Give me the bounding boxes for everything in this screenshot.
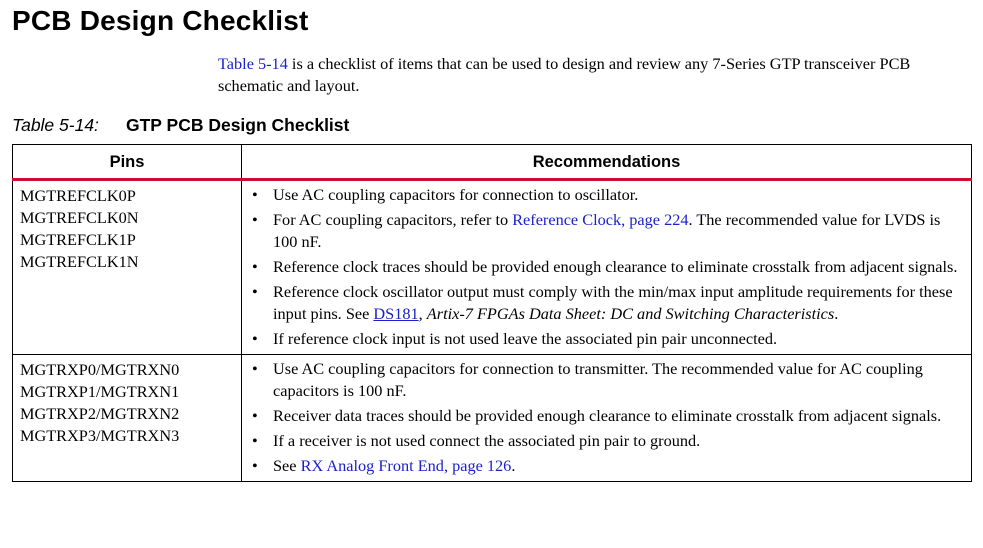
recommendation-text: . bbox=[511, 456, 516, 475]
recommendation-text: See bbox=[273, 456, 301, 475]
recommendation-item bbox=[252, 281, 965, 325]
recommendation-text: . The recommended value for LVDS is 100 nF. bbox=[273, 210, 941, 251]
recommendation-list bbox=[252, 358, 965, 477]
recommendation-item bbox=[252, 328, 965, 350]
recommendation-text: . bbox=[834, 304, 839, 323]
table-caption-title: GTP PCB Design Checklist bbox=[126, 115, 350, 135]
recommendations-cell bbox=[242, 355, 972, 482]
recommendation-text: If reference clock input is not used leave the associated pin pair unconnected. bbox=[273, 329, 778, 348]
ds181-link[interactable]: DS181 bbox=[373, 304, 419, 323]
recommendation-text: Reference clock oscillator output must comply with the min/max input amplitude requirements for these input pins. See bbox=[273, 282, 953, 323]
section-title: PCB Design Checklist bbox=[12, 5, 309, 36]
recommendation-list bbox=[252, 184, 965, 350]
recommendation-text: , bbox=[418, 304, 427, 323]
pin-name: MGTRXP2/MGTRXN2 bbox=[20, 404, 180, 423]
recommendation-text: If a receiver is not used connect the associated pin pair to ground. bbox=[273, 431, 701, 450]
header-recommendations: Recommendations bbox=[242, 145, 972, 180]
pins-cell bbox=[13, 355, 242, 482]
recommendation-text: Receiver data traces should be provided enough clearance to eliminate crosstalk from adjacent signals. bbox=[273, 406, 942, 425]
recommendation-text: Use AC coupling capacitors for connection to transmitter. The recommended value for AC coupling capacitors is 100 nF. bbox=[273, 359, 923, 400]
rx-analog-front-end-link[interactable]: RX Analog Front End, page 126 bbox=[300, 456, 512, 475]
pin-name: MGTRXP1/MGTRXN1 bbox=[20, 382, 180, 401]
recommendation-item bbox=[252, 256, 965, 278]
pin-name: MGTRXP3/MGTRXN3 bbox=[20, 426, 180, 445]
recommendation-item bbox=[252, 184, 965, 206]
recommendation-item bbox=[252, 358, 965, 402]
pin-name: MGTRXP0/MGTRXN0 bbox=[20, 360, 180, 379]
recommendation-item bbox=[252, 430, 965, 452]
table-header-row bbox=[13, 145, 972, 180]
pin-name: MGTREFCLK0N bbox=[20, 208, 139, 227]
recommendation-item bbox=[252, 405, 965, 427]
recommendation-item bbox=[252, 209, 965, 253]
datasheet-title: Artix-7 FPGAs Data Sheet: DC and Switching Characteristics bbox=[426, 304, 835, 323]
recommendation-text: Use AC coupling capacitors for connection to oscillator. bbox=[273, 185, 639, 204]
table-row bbox=[13, 180, 972, 355]
reference-clock-link[interactable]: Reference Clock, page 224 bbox=[512, 210, 689, 229]
recommendation-text: For AC coupling capacitors, refer to bbox=[273, 210, 513, 229]
header-pins: Pins bbox=[13, 145, 242, 180]
pin-name: MGTREFCLK1N bbox=[20, 252, 139, 271]
recommendations-cell bbox=[242, 180, 972, 355]
table-caption-number: Table 5-14: bbox=[12, 115, 99, 135]
pins-cell bbox=[13, 180, 242, 355]
table-caption bbox=[12, 113, 349, 137]
table-row bbox=[13, 355, 972, 482]
recommendation-text: Reference clock traces should be provided enough clearance to eliminate crosstalk from adjacent signals. bbox=[273, 257, 958, 276]
intro-paragraph bbox=[218, 53, 978, 97]
table-reference-link[interactable]: Table 5-14 bbox=[218, 54, 288, 73]
pin-name: MGTREFCLK1P bbox=[20, 230, 136, 249]
pin-name: MGTREFCLK0P bbox=[20, 186, 136, 205]
recommendation-item bbox=[252, 455, 965, 477]
checklist-table bbox=[12, 144, 972, 482]
intro-text: is a checklist of items that can be used to design and review any 7-Series GTP transceiver PCB schematic and layout. bbox=[218, 54, 911, 95]
